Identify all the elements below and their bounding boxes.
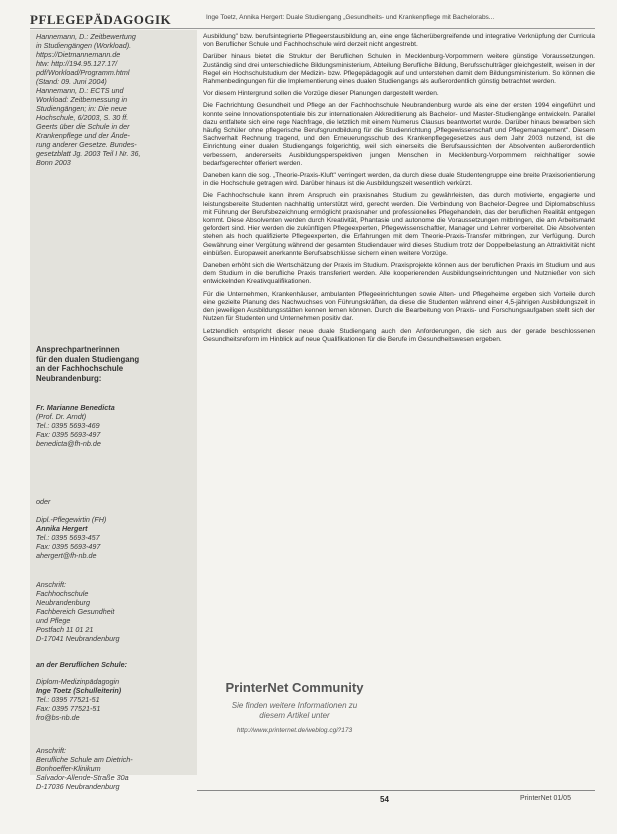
contact-line: Berufliche Schule am Dietrich- (36, 755, 133, 764)
article-paragraph: Die Fachrichtung Gesundheit und Pflege an der Fachhochschule Neubrandenburg wurde als eine der ersten 1994 eingeführt und konnte seine Innovationspotentiale bis zur internationalen Akkreditierung als Bachelor- und Master-Studiengänge entwickeln. Parallel dazu entfaltete sich eine rege Nachfrage, die letztlich mit einem Numerus Clausus beantwortet wurde. Darüber hinaus bewarben sich häufig Schüler ohne pflegerische Berufsgrundbildung für die Studienrichtung „Pflegewissenschaft und Pflegemanagement". Diesem Sachverhalt Rechnung tragend, und den Erneuerungsschub des Krankenpflegegesetzes aus dem Jahr 2003 nutzend, ist die Einrichtung einer dualen Studiengangs folgerichtig, weil sich einerseits die Berufsaussichten der Absolventen außerordentlich verbessern, andererseits Ausbildungsperspektiven jungen Menschen in Mecklenburg-Vorpommern reichhaltiger sowie bedarfsgerechter offeriert werden. (203, 102, 595, 167)
reference-line: pdf/Workload/Programm.html (36, 68, 130, 77)
contact-line: Dipl.-Pflegewirtin (FH) (36, 515, 107, 524)
contact-line: Fax: 0395 77521-51 (36, 704, 101, 713)
contact-block (36, 497, 192, 506)
footer-divider (197, 790, 595, 791)
contact-line: Salvador-Allende-Straße 30a (36, 773, 129, 782)
reference-line: Hochschule, 6/2003, S. 30 ff. (36, 113, 129, 122)
sidebar (30, 30, 197, 791)
contact-line: D-17036 Neubrandenburg (36, 782, 120, 791)
reference-line: Hannemann, D.: Zeitbewertung (36, 32, 136, 41)
reference-line: Krankenpflege und der Ände- (36, 131, 130, 140)
reference-line: Hannemann, D.: ECTS und (36, 86, 124, 95)
reference-line: in Studiengängen (Workload). (36, 41, 132, 50)
contact-line: Inge Toetz (Schulleiterin) (36, 686, 122, 695)
community-title: PrinterNet Community (225, 680, 364, 695)
reference-line: (Stand: 09. Juni 2004) (36, 77, 107, 86)
reference-line: rung anderer Gesetze. Bundes- (36, 140, 137, 149)
reference-line: Studiengängen; in: Die neue (36, 104, 127, 113)
journal-logo: PFLEGEPÄDAGOGIK (30, 12, 172, 27)
reference-line: gesetzblatt Jg. 2003 Teil I Nr. 36, (36, 149, 141, 158)
contact-line: Tel.: 0395 5693-457 (36, 533, 100, 542)
contact-line: Fr. Marianne Benedicta (36, 403, 115, 412)
reference-line: Bonn 2003 (36, 158, 71, 167)
reference-line: htw: http://194.95.127.17/ (36, 59, 118, 68)
contact-line: an der Beruflichen Schule: (36, 660, 128, 669)
community-subtitle (197, 701, 392, 721)
article-paragraph: Darüber hinaus bietet die Struktur der Beruflichen Schulen in Mecklenburg-Vorpommern weitere günstige Voraussetzungen. Zuständig sind drei unterschiedliche Bildungsministerium, Abteilung Berufliche Bildung, Berufsschulträger gleichgestellt, weisen in der Regel ein Hochschulstudium der Medizin- bzw. Pflegepädagogik auf und unterstehen damit dem Bildungsministerium. So können die Rahmenbedingungen für die Implementierung eines dualen Studiengangs als außerordentlich günstig betrachtet werden. (203, 53, 595, 86)
page-number: 54 (380, 795, 389, 804)
contact-line: und Pflege (36, 616, 71, 625)
article-paragraph: Ausbildung" bzw. berufsintegrierte Pflegeerstausbildung an, eine enge fächerübergreifende und integrative Verknüpfung der Curricula von Beruflicher Schule und Fachhochschule wird derzeit nicht angestrebt. (203, 33, 595, 49)
contact-line: fro@bs-nb.de (36, 713, 80, 722)
contact-block (36, 660, 192, 669)
contact-heading (36, 345, 192, 383)
contact-heading-line: für den dualen Studiengang (36, 354, 140, 364)
running-title: Inge Toetz, Annika Hergert: Duale Studiengang „Gesundheits- und Krankenpflege mit Bachelorabs... (206, 14, 495, 21)
article-body (203, 33, 595, 348)
community-subtitle-line: Sie finden weitere Informationen zu (231, 701, 358, 710)
header-divider (30, 28, 595, 29)
article-paragraph: Vor diesem Hintergrund sollen die Vorzüge dieser Planungen dargestellt werden. (203, 90, 439, 98)
contact-heading-line: Ansprechpartnerinnen (36, 345, 120, 354)
contact-block (36, 677, 192, 722)
contact-line: Tel.: 0395 77521-51 (36, 695, 100, 704)
contact-heading-line: Neubrandenburg: (36, 373, 102, 383)
contact-line: Postfach 11 01 21 (36, 625, 94, 634)
article-paragraph: Daneben erhöht sich die Wertschätzung der Praxis im Studium. Praxisprojekte können aus der beruflichen Praxis im Studium und aus dem Studium in die berufliche Praxis transferiert werden. Alle kooperierenden Ausbildungseinrichtungen und Nutznießer von sich entwickelnden Kreativqualifikationen. (203, 262, 595, 286)
community-box (197, 672, 392, 772)
contact-line: Bonhoeffer-Klinikum (36, 764, 101, 773)
contact-line: Annika Hergert (36, 524, 88, 533)
journal-issue: PrinterNet 01/05 (520, 795, 571, 802)
contact-block (36, 515, 192, 560)
contact-line: benedicta@fh-nb.de (36, 439, 101, 448)
contact-heading-line: an der Fachhochschule (36, 364, 124, 373)
contact-line: D-17041 Neubrandenburg (36, 634, 120, 643)
contact-line: Fax: 0395 5693-497 (36, 542, 101, 551)
contact-line: Neubrandenburg (36, 598, 90, 607)
contact-block (36, 403, 192, 448)
contact-block (36, 580, 192, 643)
article-paragraph: Daneben kann die sog. „Theorie-Praxis-Kluft" verringert werden, da durch diese duale Studentengruppe eine breite Praxisorientierung in die Hochschule getragen wird. Darüber hinaus ist die Ausbildungszeit wesentlich verkürzt. (203, 172, 595, 188)
contact-line: Anschrift: (36, 746, 66, 755)
references-block (36, 32, 192, 167)
article-paragraph: Für die Unternehmen, Krankenhäuser, ambulanten Pflegeeinrichtungen sowie Alten- und Pflegeheime ergeben sich Vorteile durch eine gezielte Planung des Nachwuchses von Führungskräften, da diese die Studenten während einer 4,5-jährigen Ausbildungszeit in den jeweiligen Ausbildungsstätten kennen lernen können. Durch die Bearbeitung von Praxis- und Forschungsaufgaben stellt sich der Nutzen für Studenten und Unternehmen positiv dar. (203, 290, 595, 323)
contact-line: oder (36, 497, 51, 506)
contact-line: Fachhochschule (36, 589, 89, 598)
contact-line: Diplom-Medizinpädagogin (36, 677, 120, 686)
contact-line: Tel.: 0395 5693-469 (36, 421, 100, 430)
reference-line: Geerts über die Schule in der (36, 122, 130, 131)
article-paragraph: Die Fachhochschule kann ihrem Anspruch ein praxisnahes Studium zu gewährleisten, das durch motivierte, engagierte und leistungsbereite Studenten nachhaltig unterstützt wird, gerecht werden. Die Verbindung von Bachelor-Degree und Diplomabschluss mit Führung der Berufsbezeichnung ermöglicht praxisnaher und professionelles Pflegehandeln, das der beruflichen Realität entgegen kommt. Diese Absolventen werden durch Kreativität, Phantasie und autonome die Voraussetzungen mitbringen, die am Arbeitsmarkt gefordert sind. Hier werden die zukünftigen Pflegeexperten, Pflegewissenschaftler, Manager und Lehrer vorbereitet. Die Absolventen stehen als hoch qualifizierte Pflegeexperten, die Erfahrungen mit dem Theorie-Praxis-Transfer mitbringen, zur Verfügung. Durch Gewährung einer Vergütung während der gesamten Studiendauer wird dieses Studium trotz der Doppelbelastung an Attraktivität nicht einbüßen. Europaweit anerkannte Berufsabschlüsse sichern einen weitere Vorzüge. (203, 192, 595, 257)
article-paragraph: Letztendlich entspricht dieser neue duale Studiengang auch den Anforderungen, die sich aus der gerade beschlossenen Gesundheitsreform im Hinblick auf neue Qualifikationen für die Berufe im Gesundheitswesen ergeben. (203, 327, 595, 343)
contact-line: ahergert@fh-nb.de (36, 551, 97, 560)
community-subtitle-line: diesem Artikel unter (259, 711, 330, 720)
reference-line: Workload: Zeitbemessung in (36, 95, 128, 104)
contact-line: Fax: 0395 5693-497 (36, 430, 101, 439)
contact-line: Anschrift: (36, 580, 66, 589)
contact-block (36, 746, 192, 791)
contact-line: (Prof. Dr. Arndt) (36, 412, 87, 421)
community-url-link[interactable]: http://www.printernet.de/weblog.cgi?173 (236, 727, 353, 734)
reference-line: https://Dietmannemann.de (36, 50, 121, 59)
contact-line: Fachbereich Gesundheit (36, 607, 115, 616)
